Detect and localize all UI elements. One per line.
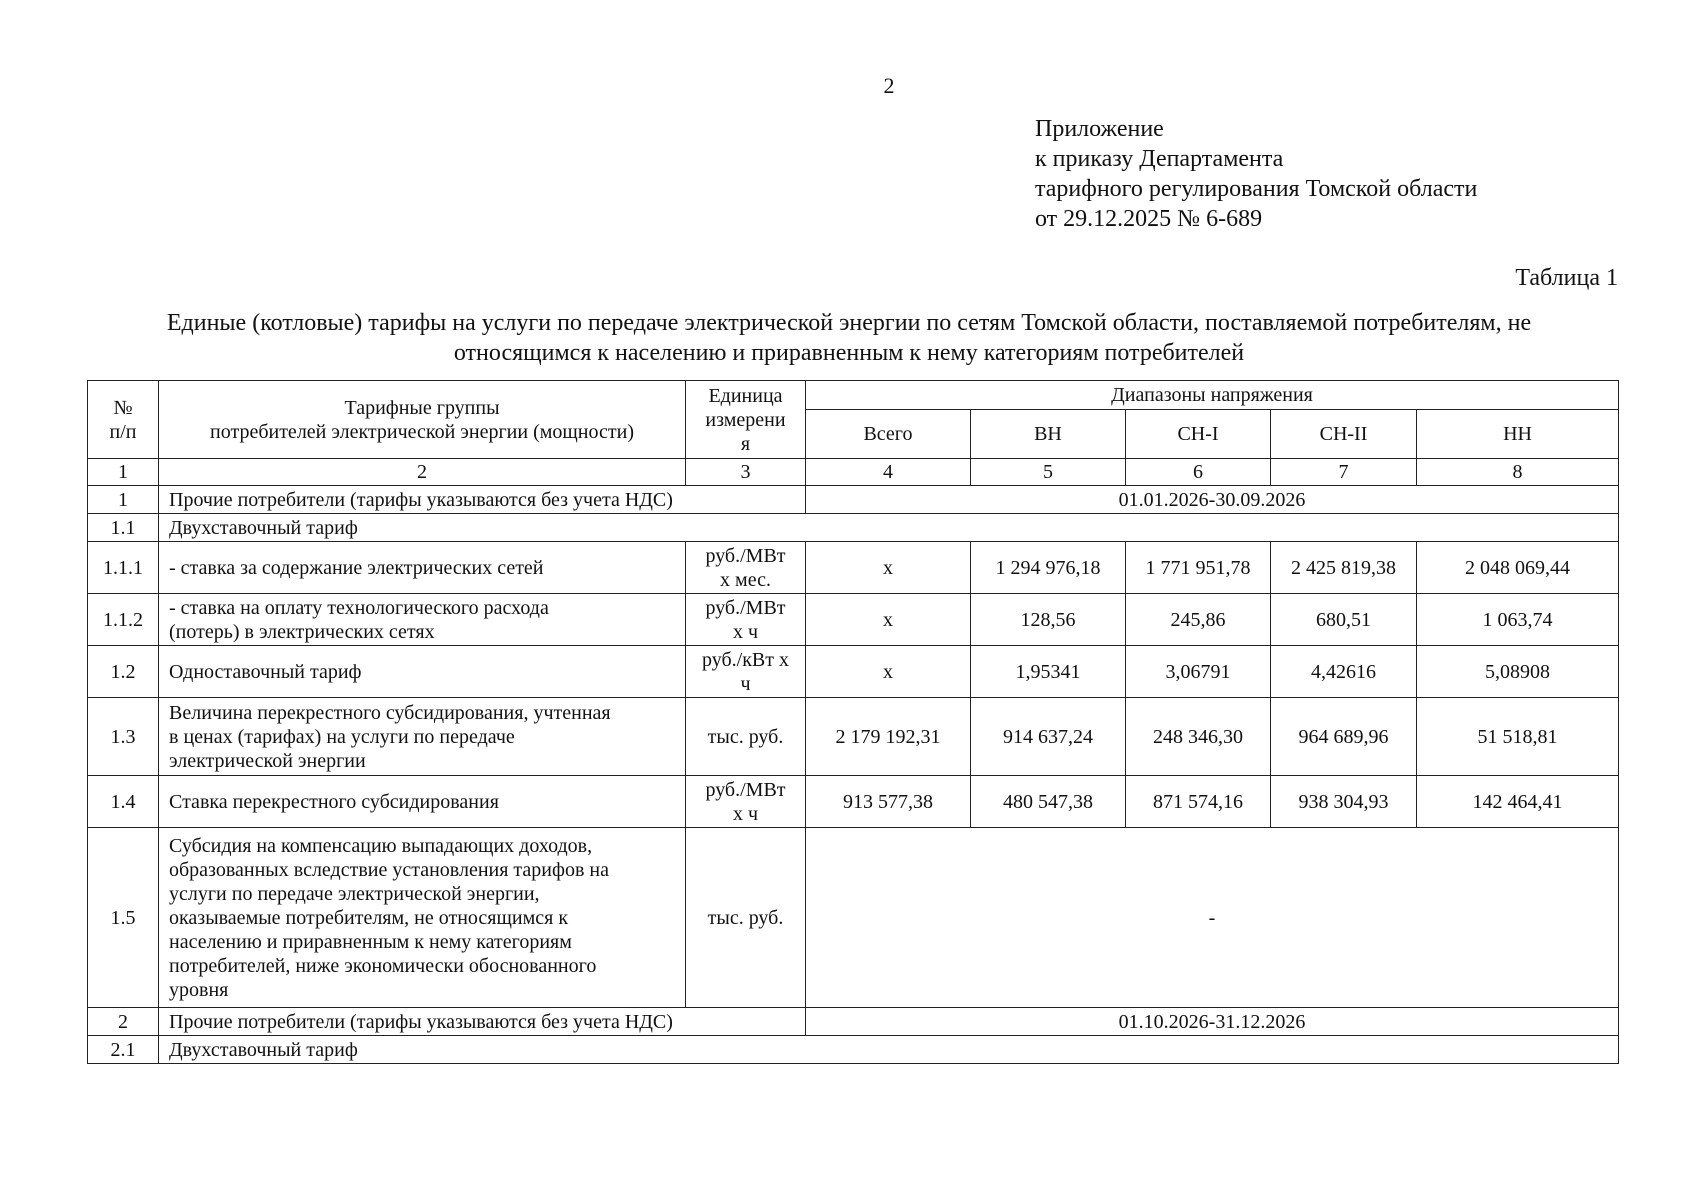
row-num: 1.1.2	[88, 594, 159, 646]
header-sn2: СН-II	[1271, 410, 1417, 459]
column-number: 3	[686, 459, 806, 486]
title-line: Единые (котловые) тарифы на услуги по передаче электрической энергии по сетям Томской области, поставляемой потребителям, не	[166, 310, 1532, 336]
header-text: измерени	[705, 408, 786, 431]
value-total: 2 179 192,31	[806, 698, 971, 776]
title-line: относящимся к населению и приравненным к нему категориям потребителей	[453, 340, 1245, 366]
header-sn1: СН-I	[1126, 410, 1271, 459]
value-vn: 128,56	[971, 594, 1126, 646]
row-name: - ставка за содержание электрических сетей	[159, 542, 686, 594]
column-number-row	[88, 459, 1619, 486]
row-unit	[686, 646, 806, 698]
value-vn: 1,95341	[971, 646, 1126, 698]
header-unit	[686, 381, 806, 459]
value-nn: 5,08908	[1417, 646, 1619, 698]
row-num: 1.4	[88, 776, 159, 828]
row-name	[159, 698, 686, 776]
value-merged: -	[806, 828, 1619, 1008]
header-total: Всего	[806, 410, 971, 459]
name-text: оказываемые потребителям, не относящимся к	[169, 906, 569, 929]
table-row	[88, 1036, 1619, 1064]
unit-text: руб./МВт	[705, 778, 786, 801]
table-label: Таблица 1	[1515, 265, 1618, 291]
appendix-line: тарифного регулирования Томской области	[1035, 176, 1478, 202]
value-sn1: 871 574,16	[1126, 776, 1271, 828]
column-number: 4	[806, 459, 971, 486]
appendix-line: к приказу Департамента	[1035, 146, 1284, 172]
row-period: 01.10.2026-31.12.2026	[806, 1008, 1619, 1036]
name-text: услуги по передаче электрической энергии,	[169, 882, 540, 905]
unit-text: руб./МВт	[705, 544, 786, 567]
row-name: Одноставочный тариф	[159, 646, 686, 698]
table-row	[88, 1008, 1619, 1036]
header-text: №	[113, 396, 133, 419]
row-name: Ставка перекрестного субсидирования	[159, 776, 686, 828]
header-text: я	[740, 432, 751, 455]
table-row	[88, 698, 1619, 776]
value-nn: 51 518,81	[1417, 698, 1619, 776]
row-unit	[686, 594, 806, 646]
row-name	[159, 594, 686, 646]
table-row	[88, 828, 1619, 1008]
row-num: 1.2	[88, 646, 159, 698]
row-num: 2.1	[88, 1036, 159, 1064]
row-num: 1.5	[88, 828, 159, 1008]
column-number: 8	[1417, 459, 1619, 486]
name-text: электрической энергии	[169, 749, 366, 772]
value-sn2: 680,51	[1271, 594, 1417, 646]
value-total: х	[806, 646, 971, 698]
table-row	[88, 486, 1619, 514]
table-row	[88, 542, 1619, 594]
value-sn1: 3,06791	[1126, 646, 1271, 698]
name-text: в ценах (тарифах) на услуги по передаче	[169, 725, 515, 748]
value-nn: 1 063,74	[1417, 594, 1619, 646]
appendix-line: от 29.12.2025 № 6-689	[1035, 206, 1263, 232]
name-text: (потерь) в электрических сетях	[169, 620, 435, 643]
header-text: п/п	[109, 420, 137, 443]
row-unit	[686, 776, 806, 828]
row-unit: тыс. руб.	[686, 828, 806, 1008]
row-period: 01.01.2026-30.09.2026	[806, 486, 1619, 514]
row-name: Двухставочный тариф	[159, 1036, 1619, 1064]
unit-text: руб./МВт	[705, 596, 786, 619]
table-row	[88, 514, 1619, 542]
header-row	[88, 381, 1619, 410]
header-vn: ВН	[971, 410, 1126, 459]
table-row	[88, 646, 1619, 698]
header-group	[159, 381, 686, 459]
row-unit: тыс. руб.	[686, 698, 806, 776]
value-total: 913 577,38	[806, 776, 971, 828]
row-name: Прочие потребители (тарифы указываются без учета НДС)	[159, 1008, 806, 1036]
tariff-table	[87, 380, 1619, 1064]
unit-text: х ч	[732, 802, 759, 825]
row-num: 1.3	[88, 698, 159, 776]
row-num: 2	[88, 1008, 159, 1036]
table-row	[88, 594, 1619, 646]
value-sn2: 4,42616	[1271, 646, 1417, 698]
header-text: Единица	[708, 384, 783, 407]
row-name	[159, 828, 686, 1008]
appendix-block	[1035, 114, 1477, 234]
name-text: Субсидия на компенсацию выпадающих доходов,	[169, 834, 593, 857]
name-text: потребителей, ниже экономически обоснованного	[169, 954, 597, 977]
column-number: 6	[1126, 459, 1271, 486]
column-number: 1	[88, 459, 159, 486]
row-num: 1.1.1	[88, 542, 159, 594]
value-nn: 2 048 069,44	[1417, 542, 1619, 594]
value-total: х	[806, 542, 971, 594]
value-sn2: 2 425 819,38	[1271, 542, 1417, 594]
value-nn: 142 464,41	[1417, 776, 1619, 828]
header-voltage-ranges: Диапазоны напряжения	[806, 381, 1619, 410]
value-total: х	[806, 594, 971, 646]
value-vn: 1 294 976,18	[971, 542, 1126, 594]
value-vn: 480 547,38	[971, 776, 1126, 828]
appendix-line: Приложение	[1035, 116, 1164, 142]
name-text: Величина перекрестного субсидирования, учтенная	[169, 701, 611, 724]
row-num: 1	[88, 486, 159, 514]
row-name: Двухставочный тариф	[159, 514, 1619, 542]
column-number: 2	[159, 459, 686, 486]
row-num: 1.1	[88, 514, 159, 542]
header-text: Тарифные группы	[344, 396, 500, 419]
unit-text: х мес.	[720, 568, 771, 591]
unit-text: х ч	[732, 620, 759, 643]
document-title	[88, 308, 1610, 368]
value-sn1: 245,86	[1126, 594, 1271, 646]
header-text: потребителей электрической энергии (мощности)	[210, 420, 634, 443]
value-sn1: 248 346,30	[1126, 698, 1271, 776]
name-text: населению и приравненным к нему категориям	[169, 930, 572, 953]
column-number: 7	[1271, 459, 1417, 486]
unit-text: руб./кВт х	[701, 648, 789, 671]
column-number: 5	[971, 459, 1126, 486]
row-name: Прочие потребители (тарифы указываются без учета НДС)	[159, 486, 806, 514]
value-sn2: 938 304,93	[1271, 776, 1417, 828]
row-unit	[686, 542, 806, 594]
header-num	[88, 381, 159, 459]
name-text: образованных вследствие установления тарифов на	[169, 858, 609, 881]
name-text: - ставка на оплату технологического расхода	[169, 596, 549, 619]
unit-text: ч	[740, 672, 751, 695]
value-sn2: 964 689,96	[1271, 698, 1417, 776]
table-row	[88, 776, 1619, 828]
value-sn1: 1 771 951,78	[1126, 542, 1271, 594]
name-text: уровня	[169, 978, 229, 1001]
page-number: 2	[883, 73, 895, 98]
header-nn: НН	[1417, 410, 1619, 459]
value-vn: 914 637,24	[971, 698, 1126, 776]
